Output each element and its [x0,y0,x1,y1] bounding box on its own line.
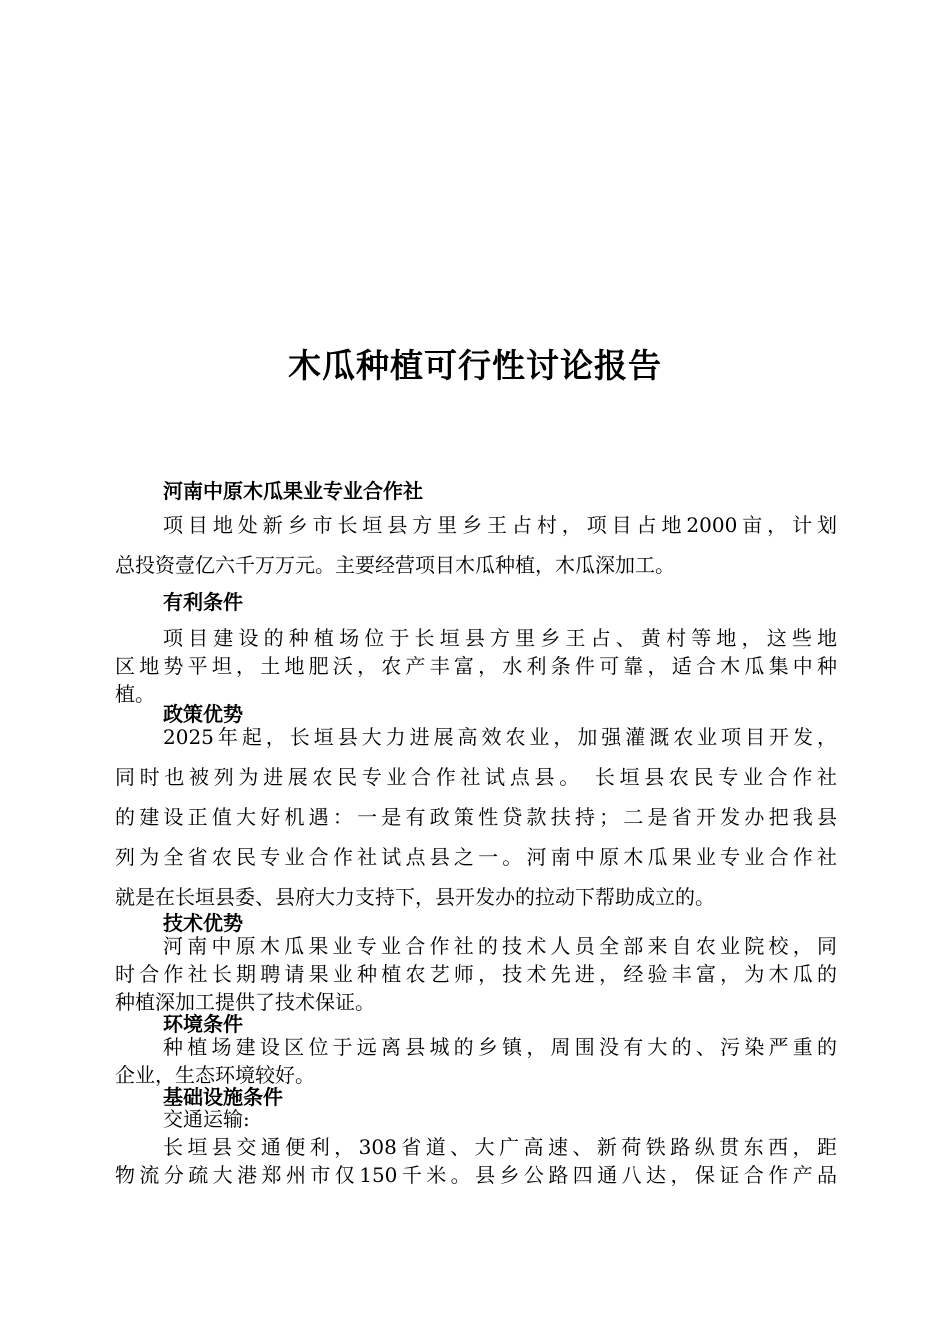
paragraph-line: 交通运输: [163,1107,250,1131]
paragraph-line: 长垣县交通便利，308省道、大广高速、新荷铁路纵贯东西，距 [163,1135,837,1159]
paragraph-line: 河南中原木瓜果业专业合作社的技术人员全部来自农业院校，同 [163,934,837,958]
paragraph-policy-advantage [115,717,837,917]
document-title: 木瓜种植可行性讨论报告 [288,346,662,385]
paragraph-line: 总投资壹亿六千万万元。主要经营项目木瓜种植，木瓜深加工。 [115,553,675,577]
section-heading-policy-advantage: 政策优势 [163,702,243,726]
section-heading-cooperative: 河南中原木瓜果业专业合作社 [163,479,423,503]
paragraph-line: 企业，生态环境较好。 [115,1063,315,1087]
paragraph-line: 项目地处新乡市长垣县方里乡王占村，项目占地2000亩，计划 [163,513,837,537]
paragraph-line: 同时也被列为进展农民专业合作社试点县。 长垣县农民专业合作社 [115,765,837,789]
paragraph-technical-advantage [115,932,837,1016]
paragraph-line: 项目建设的种植场位于长垣县方里乡王占、黄村等地，这些地 [163,626,837,650]
paragraph-infrastructure [115,1105,837,1189]
section-heading-technical-advantage: 技术优势 [163,911,243,935]
section-heading-favorable-conditions: 有利条件 [163,590,243,614]
paragraph-line: 就是在长垣县委、县府大力支持下，县开发办的拉动下帮助成立的。 [115,885,715,909]
section-heading-infrastructure: 基础设施条件 [163,1085,283,1109]
paragraph-line: 区地势平坦，土地肥沃，农产丰富，水利条件可靠，适合木瓜集中种 [115,654,837,678]
paragraph-line: 时合作社长期聘请果业种植农艺师，技术先进，经验丰富，为木瓜的 [115,962,837,986]
paragraph-line: 种植深加工提供了技术保证。 [115,990,375,1014]
paragraph-line: 种植场建设区位于远离县城的乡镇，周围没有大的、污染严重的 [163,1035,837,1059]
paragraph-line: 2025年起，长垣县大力进展高效农业，加强灌溉农业项目开发， [163,725,837,749]
paragraph-project-overview [115,505,837,585]
paragraph-line: 植。 [115,682,155,706]
section-heading-environment: 环境条件 [163,1012,243,1036]
paragraph-line: 列为全省农民专业合作社试点县之一。河南中原木瓜果业专业合作社 [115,845,837,869]
paragraph-favorable-conditions [115,624,837,708]
paragraph-line: 的建设正值大好机遇：一是有政策性贷款扶持；二是省开发办把我县 [115,805,837,829]
paragraph-line: 物流分疏大港郑州市仅150千米。县乡公路四通八达，保证合作产品 [115,1163,837,1187]
paragraph-environment [115,1033,837,1089]
